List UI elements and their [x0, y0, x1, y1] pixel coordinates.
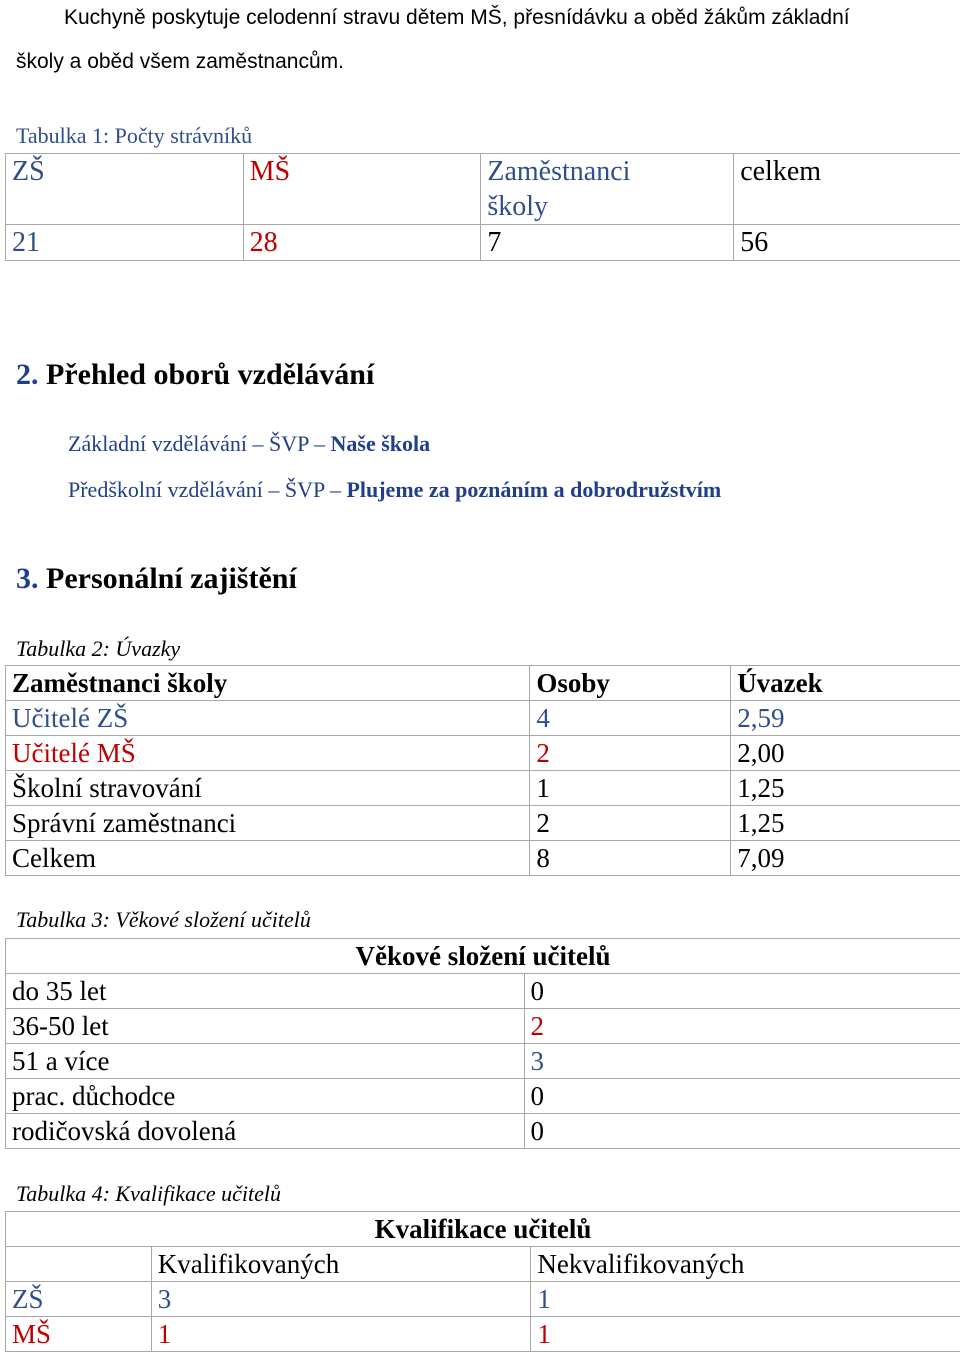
education-row-basic: [68, 431, 430, 457]
table2-cell-role: Učitelé ZŠ: [6, 701, 530, 736]
table-row: [6, 1114, 960, 1149]
table4-title-row: [6, 1212, 960, 1247]
table2-header-uvazek: Úvazek: [731, 666, 960, 701]
table4-title: Kvalifikace učitelů: [6, 1212, 960, 1247]
table2-cell-persons: 2: [530, 806, 731, 841]
table-row: [6, 1282, 960, 1317]
table-row: [6, 974, 960, 1009]
table1-header-row: [6, 154, 960, 225]
table-row: [6, 1009, 960, 1044]
table2-cell-load: 2,59: [731, 701, 960, 736]
table2: [5, 665, 960, 876]
table2-header-row: [6, 666, 960, 701]
section3-heading-text: Personální zajištění: [46, 562, 297, 595]
table4-subheader-qualified: Kvalifikovaných: [151, 1247, 531, 1282]
table2-cell-role: Školní stravování: [6, 771, 530, 806]
table4-cell-school: MŠ: [6, 1317, 152, 1352]
table4-cell-qualified: 1: [151, 1317, 531, 1352]
table4-cell-qualified: 3: [151, 1282, 531, 1317]
section2-heading: [16, 358, 374, 392]
table3-title: Věkové složení učitelů: [6, 939, 960, 974]
table-row: [6, 1044, 960, 1079]
table1: [5, 153, 960, 261]
table1-value-row: [6, 225, 960, 261]
table1-header-zamestnanci-line1: Zaměstnanci: [487, 156, 631, 187]
table3-cell-count: 3: [524, 1044, 960, 1079]
table-row: [6, 1079, 960, 1114]
table1-value-ms: 28: [243, 225, 481, 261]
intro-line-2: školy a oběd všem zaměstnancům.: [16, 50, 344, 73]
table4-subheader-row: [6, 1247, 960, 1282]
table3-cell-count: 0: [524, 974, 960, 1009]
table2-header-osoby: Osoby: [530, 666, 731, 701]
table1-header-zs: ZŠ: [6, 154, 244, 225]
table2-cell-persons: 2: [530, 736, 731, 771]
table1-header-zamestnanci: [481, 154, 734, 225]
table1-value-zamestnanci: 7: [481, 225, 734, 261]
table-row: [6, 841, 960, 876]
table-row: [6, 1317, 960, 1352]
table2-cell-role: Celkem: [6, 841, 530, 876]
education-row-preschool: [68, 477, 721, 503]
education-row-basic-program: Naše škola: [330, 431, 431, 456]
section2-heading-text: Přehled oborů vzdělávání: [46, 358, 375, 391]
table1-header-zamestnanci-line2: školy: [487, 191, 549, 222]
table3-cell-age: 36-50 let: [6, 1009, 525, 1044]
table1-header-ms: MŠ: [243, 154, 481, 225]
section2-heading-number: 2.: [16, 358, 39, 391]
table2-cell-persons: 8: [530, 841, 731, 876]
education-row-basic-prefix: Základní vzdělávání – ŠVP –: [68, 431, 331, 456]
section3-heading-number: 3.: [16, 562, 39, 595]
table-row: [6, 701, 960, 736]
table1-header-celkem: celkem: [734, 154, 960, 225]
table1-value-zs: 21: [6, 225, 244, 261]
table2-cell-persons: 4: [530, 701, 731, 736]
table3-cell-count: 2: [524, 1009, 960, 1044]
table4-subheader-unqualified: Nekvalifikovaných: [531, 1247, 960, 1282]
table3-caption: Tabulka 3: Věkové složení učitelů: [16, 907, 311, 932]
table3-cell-age: 51 a více: [6, 1044, 525, 1079]
table2-cell-load: 2,00: [731, 736, 960, 771]
table2-header-zamestnanci: Zaměstnanci školy: [6, 666, 530, 701]
table3-cell-age: rodičovská dovolená: [6, 1114, 525, 1149]
table2-cell-role: Učitelé MŠ: [6, 736, 530, 771]
table3-cell-age: prac. důchodce: [6, 1079, 525, 1114]
table3-cell-count: 0: [524, 1114, 960, 1149]
table4-cell-unqualified: 1: [531, 1282, 960, 1317]
table4-caption: Tabulka 4: Kvalifikace učitelů: [16, 1181, 281, 1206]
table1-caption: Tabulka 1: Počty strávníků: [16, 123, 253, 148]
table2-caption: Tabulka 2: Úvazky: [16, 636, 181, 661]
education-row-preschool-program: Plujeme za poznáním a dobrodružstvím: [346, 477, 722, 502]
table2-cell-load: 7,09: [731, 841, 960, 876]
table4-subheader-empty: [6, 1247, 152, 1282]
section3-heading: [16, 562, 297, 596]
table-row: [6, 736, 960, 771]
table2-cell-role: Správní zaměstnanci: [6, 806, 530, 841]
table3-cell-count: 0: [524, 1079, 960, 1114]
table2-cell-load: 1,25: [731, 806, 960, 841]
education-row-preschool-prefix: Předškolní vzdělávání – ŠVP –: [68, 477, 347, 502]
table4: [5, 1211, 960, 1352]
table3-cell-age: do 35 let: [6, 974, 525, 1009]
table1-value-celkem: 56: [734, 225, 960, 261]
table2-cell-load: 1,25: [731, 771, 960, 806]
table2-cell-persons: 1: [530, 771, 731, 806]
table4-cell-school: ZŠ: [6, 1282, 152, 1317]
table3: [5, 938, 960, 1149]
intro-line-1: Kuchyně poskytuje celodenní stravu dětem MŠ, přesnídávku a oběd žákům základní: [64, 6, 850, 29]
table-row: [6, 771, 960, 806]
table3-title-row: [6, 939, 960, 974]
table4-cell-unqualified: 1: [531, 1317, 960, 1352]
table-row: [6, 806, 960, 841]
